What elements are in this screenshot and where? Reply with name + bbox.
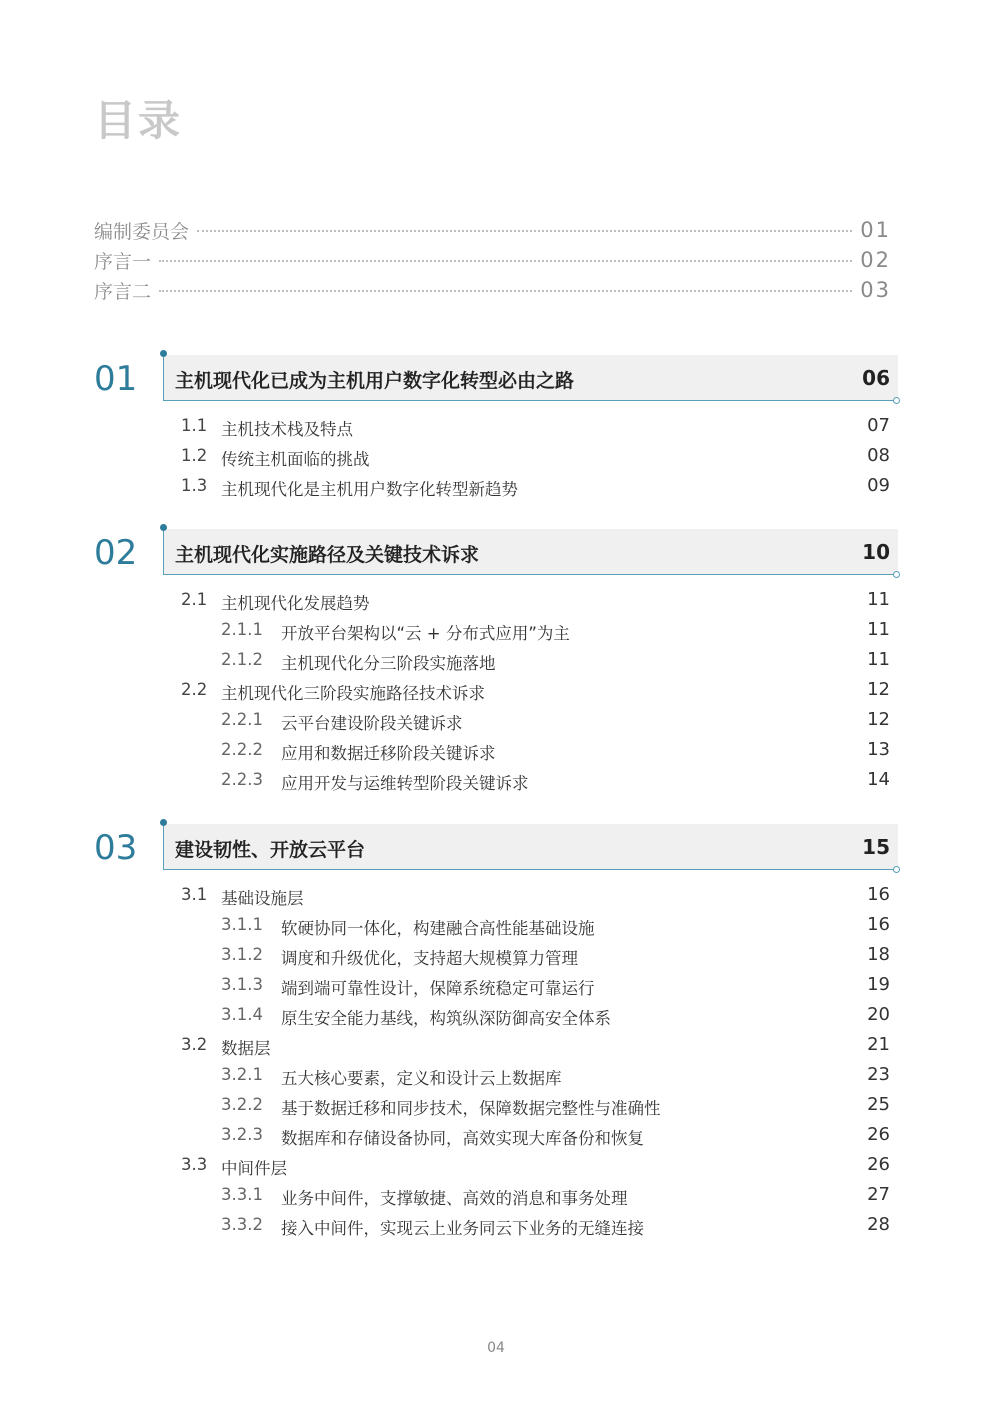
toc-entry-title: 基础设施层 xyxy=(221,889,304,908)
toc-entry-label: 序言二 xyxy=(94,280,152,303)
toc-subentry[interactable] xyxy=(0,1181,992,1211)
toc-entry-page: 21 xyxy=(867,1034,890,1055)
toc-entry-page: 20 xyxy=(867,1004,890,1025)
toc-entry[interactable] xyxy=(0,1151,992,1181)
toc-entry-number: 1.1 xyxy=(181,416,208,435)
toc-entry-page: 25 xyxy=(867,1094,890,1115)
toc-entry-page: 07 xyxy=(867,415,890,436)
chapter-title: 主机现代化实施路径及关键技术诉求 xyxy=(175,544,480,566)
toc-entry-front-matter[interactable] xyxy=(94,275,891,305)
chapter-marker-dot xyxy=(160,524,167,531)
toc-entry-number: 2.2.2 xyxy=(221,740,263,759)
toc-entry-page: 28 xyxy=(867,1214,890,1235)
toc-entry-title: 应用开发与运维转型阶段关键诉求 xyxy=(281,774,529,793)
toc-entry-page: 02 xyxy=(860,248,891,272)
toc-subentry[interactable] xyxy=(0,616,992,646)
toc-entry-label: 序言一 xyxy=(94,250,152,273)
toc-entry-title: 五大核心要素，定义和设计云上数据库 xyxy=(281,1069,562,1088)
toc-subentry[interactable] xyxy=(0,736,992,766)
toc-entry-title: 数据库和存储设备协同，高效实现大库备份和恢复 xyxy=(281,1129,644,1148)
toc-entry-number: 3.1.3 xyxy=(221,975,263,994)
toc-subentry[interactable] xyxy=(0,1091,992,1121)
toc-entry-front-matter[interactable] xyxy=(94,245,891,275)
page-title: 目录 xyxy=(94,96,183,145)
toc-entry-page: 08 xyxy=(867,445,890,466)
chapter-marker-end-dot xyxy=(893,866,900,873)
chapter-marker-dot xyxy=(160,819,167,826)
toc-entry-title: 基于数据迁移和同步技术，保障数据完整性与准确性 xyxy=(281,1099,661,1118)
toc-entry-number: 1.2 xyxy=(181,446,208,465)
toc-entry-title: 中间件层 xyxy=(221,1159,287,1178)
chapter-title: 建设韧性、开放云平台 xyxy=(175,839,366,861)
chapter-marker-end-dot xyxy=(893,397,900,404)
toc-subentry[interactable] xyxy=(0,646,992,676)
toc-entry-title: 软硬协同一体化，构建融合高性能基础设施 xyxy=(281,919,595,938)
toc-entry[interactable] xyxy=(0,676,992,706)
toc-entry-page: 16 xyxy=(867,914,890,935)
toc-entry-title: 接入中间件，实现云上业务同云下业务的无缝连接 xyxy=(281,1219,644,1238)
toc-entry-page: 12 xyxy=(867,679,890,700)
chapter-marker-dot xyxy=(160,350,167,357)
toc-entry-number: 2.1.2 xyxy=(221,650,263,669)
toc-entry-page: 09 xyxy=(867,475,890,496)
chapter-number: 01 xyxy=(94,359,138,399)
toc-entry-title: 应用和数据迁移阶段关键诉求 xyxy=(281,744,496,763)
toc-entry-number: 3.3.1 xyxy=(221,1185,263,1204)
toc-entry-page: 26 xyxy=(867,1154,890,1175)
footer-page-number: 04 xyxy=(487,1340,505,1356)
chapter-number: 02 xyxy=(94,533,138,573)
toc-subentry[interactable] xyxy=(0,941,992,971)
toc-entry[interactable] xyxy=(0,1031,992,1061)
toc-entry-number: 3.3 xyxy=(181,1155,208,1174)
chapter-page: 10 xyxy=(862,540,890,564)
toc-entry-number: 3.3.2 xyxy=(221,1215,263,1234)
toc-entry[interactable] xyxy=(0,472,992,502)
toc-entry-title: 传统主机面临的挑战 xyxy=(221,450,370,469)
toc-entry-title: 开放平台架构以“云 + 分布式应用”为主 xyxy=(281,624,570,643)
dot-leader xyxy=(159,260,852,262)
chapter-page: 06 xyxy=(862,366,890,390)
toc-subentry[interactable] xyxy=(0,706,992,736)
chapter-title: 主机现代化已成为主机用户数字化转型必由之路 xyxy=(175,370,575,392)
toc-entry-page: 11 xyxy=(867,619,890,640)
toc-entry-title: 主机现代化是主机用户数字化转型新趋势 xyxy=(221,480,518,499)
toc-entry-page: 13 xyxy=(867,739,890,760)
toc-entry-page: 16 xyxy=(867,884,890,905)
toc-entry-page: 11 xyxy=(867,589,890,610)
toc-entry-page: 26 xyxy=(867,1124,890,1145)
toc-entry-number: 3.2 xyxy=(181,1035,208,1054)
toc-entry-title: 主机现代化发展趋势 xyxy=(221,594,370,613)
toc-entry[interactable] xyxy=(0,442,992,472)
dot-leader xyxy=(159,290,852,292)
toc-entry-number: 3.2.1 xyxy=(221,1065,263,1084)
toc-entry-number: 2.2 xyxy=(181,680,208,699)
toc-entry-number: 3.2.3 xyxy=(221,1125,263,1144)
toc-subentry[interactable] xyxy=(0,1121,992,1151)
toc-entry-number: 1.3 xyxy=(181,476,208,495)
chapter-header[interactable] xyxy=(0,824,992,876)
toc-entry-number: 2.2.3 xyxy=(221,770,263,789)
chapter-header[interactable] xyxy=(0,355,992,407)
toc-entry-page: 12 xyxy=(867,709,890,730)
toc-subentry[interactable] xyxy=(0,911,992,941)
toc-subentry[interactable] xyxy=(0,971,992,1001)
toc-entry-number: 3.1 xyxy=(181,885,208,904)
toc-entry-number: 2.1 xyxy=(181,590,208,609)
toc-subentry[interactable] xyxy=(0,1001,992,1031)
toc-entry[interactable] xyxy=(0,881,992,911)
toc-entry-title: 调度和升级优化，支持超大规模算力管理 xyxy=(281,949,578,968)
chapter-marker-end-dot xyxy=(893,571,900,578)
toc-entry-title: 数据层 xyxy=(221,1039,271,1058)
chapter-page: 15 xyxy=(862,835,890,859)
toc-entry-page: 01 xyxy=(860,218,891,242)
toc-entry-page: 03 xyxy=(860,278,891,302)
toc-entry[interactable] xyxy=(0,412,992,442)
toc-entry-title: 业务中间件，支撑敏捷、高效的消息和事务处理 xyxy=(281,1189,628,1208)
toc-subentry[interactable] xyxy=(0,1061,992,1091)
toc-entry-page: 23 xyxy=(867,1064,890,1085)
chapter-header[interactable] xyxy=(0,529,992,581)
toc-entry-title: 主机技术栈及特点 xyxy=(221,420,353,439)
toc-entry-number: 3.1.2 xyxy=(221,945,263,964)
toc-entry-number: 3.1.1 xyxy=(221,915,263,934)
toc-entry-page: 11 xyxy=(867,649,890,670)
toc-entry-title: 云平台建设阶段关键诉求 xyxy=(281,714,463,733)
toc-entry-number: 2.2.1 xyxy=(221,710,263,729)
toc-entry-front-matter[interactable] xyxy=(94,215,891,245)
toc-entry-title: 主机现代化分三阶段实施落地 xyxy=(281,654,496,673)
toc-entry-page: 27 xyxy=(867,1184,890,1205)
toc-entry-number: 3.2.2 xyxy=(221,1095,263,1114)
toc-entry-label: 编制委员会 xyxy=(94,220,190,243)
chapter-number: 03 xyxy=(94,828,138,868)
toc-subentry[interactable] xyxy=(0,766,992,796)
toc-entry-number: 2.1.1 xyxy=(221,620,263,639)
toc-entry-page: 19 xyxy=(867,974,890,995)
toc-entry-page: 18 xyxy=(867,944,890,965)
toc-entry-page: 14 xyxy=(867,769,890,790)
toc-entry[interactable] xyxy=(0,586,992,616)
dot-leader xyxy=(197,230,852,232)
toc-subentry[interactable] xyxy=(0,1211,992,1241)
toc-entry-title: 端到端可靠性设计，保障系统稳定可靠运行 xyxy=(281,979,595,998)
toc-entry-number: 3.1.4 xyxy=(221,1005,263,1024)
toc-entry-title: 原生安全能力基线，构筑纵深防御高安全体系 xyxy=(281,1009,611,1028)
toc-entry-title: 主机现代化三阶段实施路径技术诉求 xyxy=(221,684,485,703)
